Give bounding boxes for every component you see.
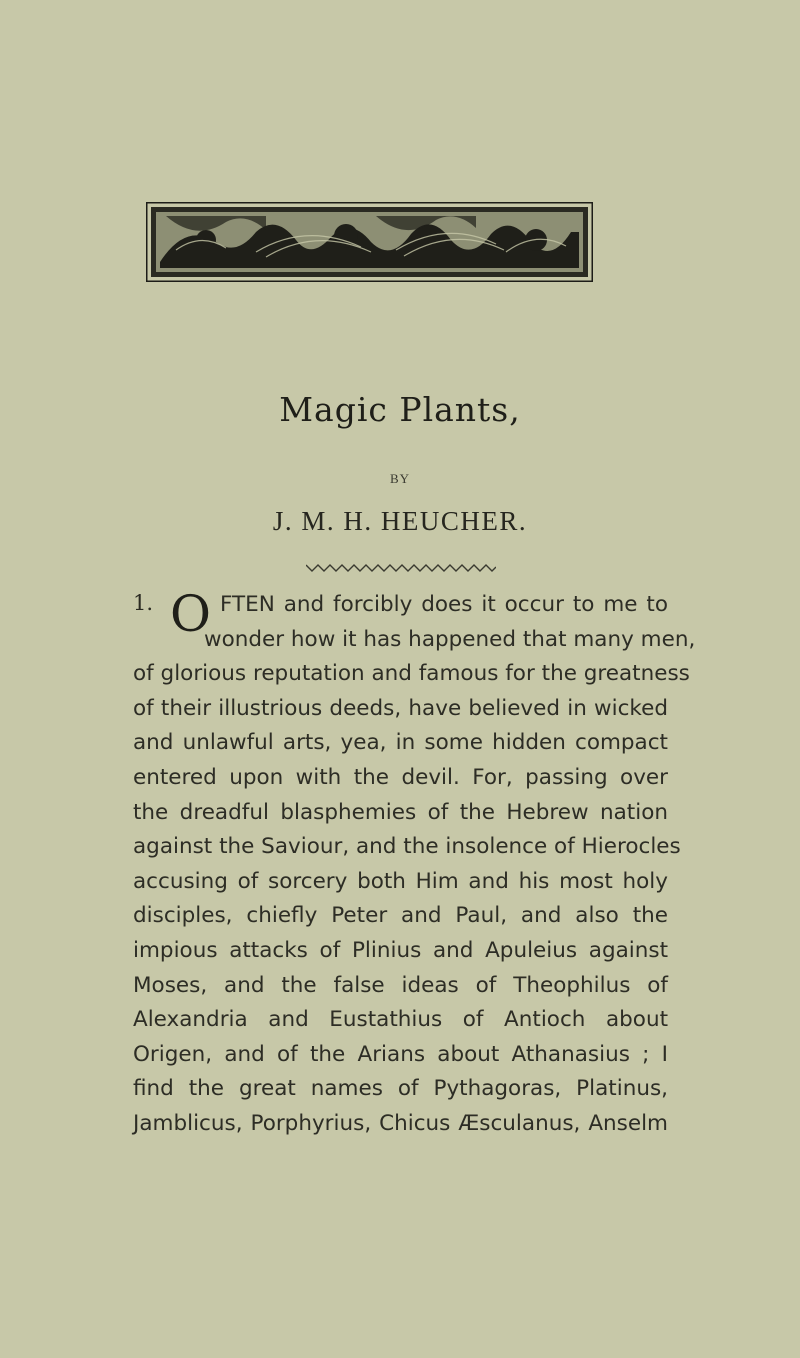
text-line: disciples, chiefly Peter and Paul, and also the	[133, 903, 668, 929]
text-line: Jamblicus, Porphyrius, Chicus Æsculanus, Anselm	[133, 1110, 668, 1136]
text-line: and unlawful arts, yea, in some hidden compact	[133, 730, 668, 756]
text-line: Alexandria and Eustathius of Antioch about	[133, 1007, 668, 1033]
zigzag-rule-icon	[306, 560, 496, 570]
drop-cap: O	[170, 585, 211, 643]
paragraph-number: 1.	[133, 591, 154, 615]
text-line: find the great names of Pythagoras, Platinus,	[133, 1076, 668, 1102]
ornamental-headpiece-icon	[146, 202, 593, 282]
byline: BY	[389, 471, 411, 486]
text-line: the dreadful blasphemies of the Hebrew nation	[133, 799, 668, 825]
text-line: impious attacks of Plinius and Apuleius against	[133, 937, 668, 963]
author-name: J. M. H. HEUCHER.	[272, 506, 528, 536]
text-line: wonder how it has happened that many men,	[204, 626, 696, 652]
page-title: Magic Plants,	[279, 390, 521, 429]
text-line: Origen, and of the Arians about Athanasius ; I	[133, 1041, 668, 1067]
text-line: Moses, and the false ideas of Theophilus of	[133, 972, 668, 998]
text-line: FTEN and forcibly does it occur to me to	[220, 592, 668, 617]
text-line: entered upon with the devil. For, passing over	[133, 764, 668, 790]
text-line: against the Saviour, and the insolence of Hierocles	[133, 834, 681, 860]
text-line: of glorious reputation and famous for the greatness	[133, 661, 690, 687]
text-line: accusing of sorcery both Him and his most holy	[133, 868, 668, 894]
paragraph-text	[133, 585, 696, 1142]
text-line: of their illustrious deeds, have believed in wicked	[133, 695, 668, 721]
